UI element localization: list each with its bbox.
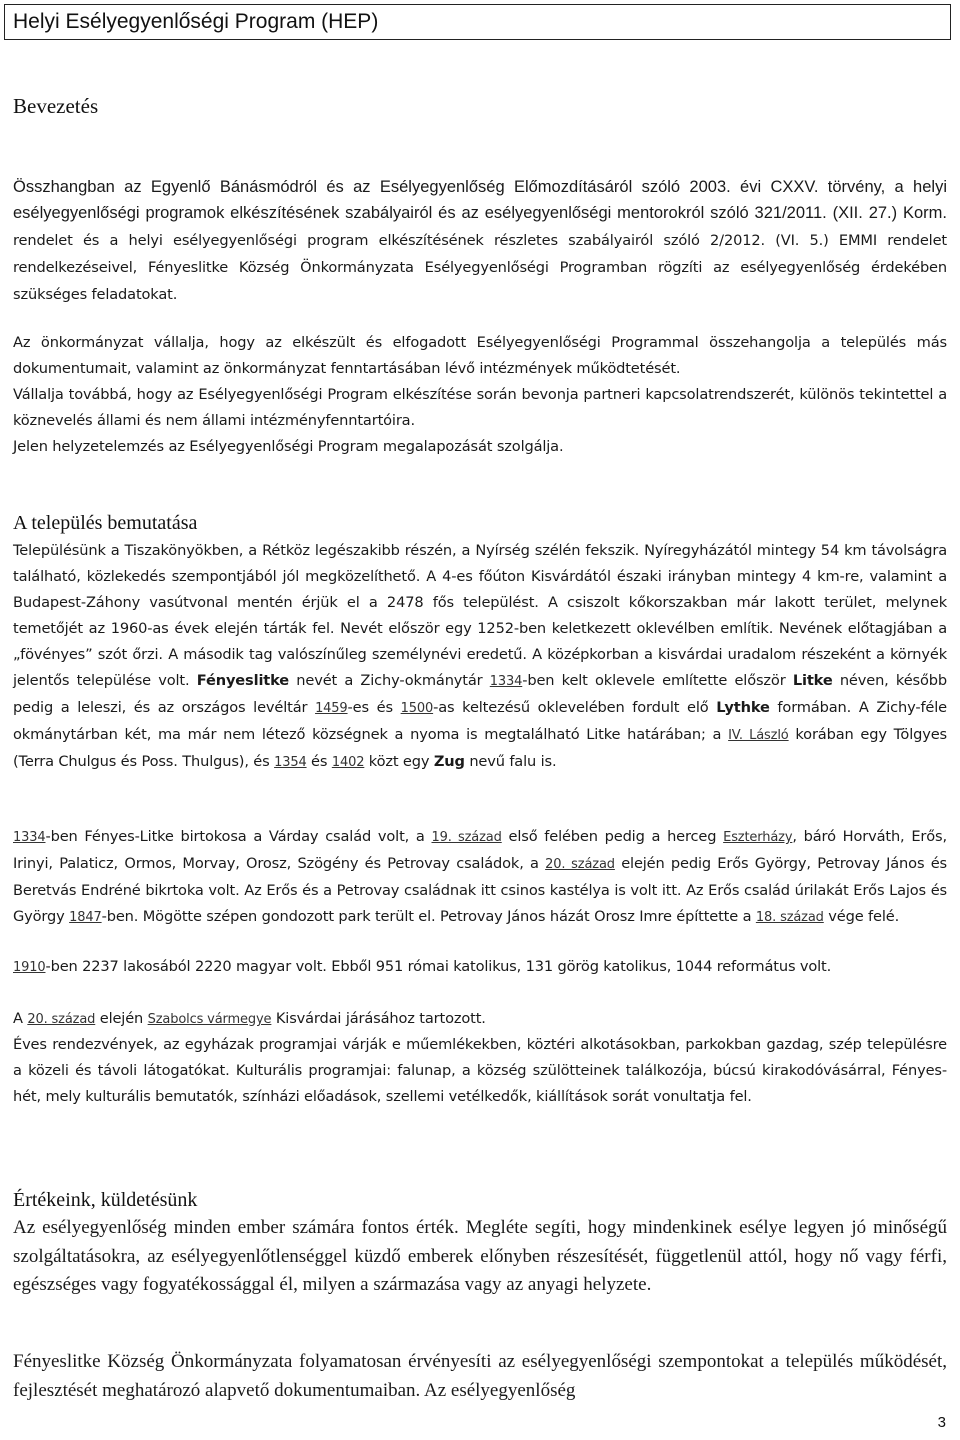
text: közt egy xyxy=(364,753,434,770)
century-link[interactable]: 20. század xyxy=(545,857,615,872)
text: nevét a Zichy-okmánytár xyxy=(289,672,490,689)
text: -ben Fényes-Litke birtokosa a Várday család volt, a xyxy=(45,828,432,845)
text: korában egy Tölgyes (Terra Chulgus és Poss. Thulgus), és xyxy=(13,726,947,770)
town-paragraph-events: Éves rendezvények, az egyházak programjai várják e műemlékekben, köztéri alkotásokban, parkokban gazdag, szép településre a közeli és távoli látogatókat. Kulturális programjai: falunap, a község szülötteinek találkozója, búcsú kirakodóvásárral, Fényes-hét, mely kulturális bemutatók, színházi előadások, szellemi vetélkedők, kiállítások sorát vonultatja fel. xyxy=(13,1036,947,1105)
intro-paragraph-1 xyxy=(13,174,947,308)
year-link[interactable]: 1847 xyxy=(69,910,102,925)
bold-name-lythke: Lythke xyxy=(716,699,770,716)
values-heading: Értékeink, küldetésünk xyxy=(13,1189,198,1211)
values-paragraph-1: Az esélyegyenlőség minden ember számára fontos érték. Megléte segíti, hogy mindenkinek esélye legyen jó minőségű szolgáltatásokra, az esélyegyenlőtlenséggel küzdő emberek előnyben részesítését, függetlenül attól, hogy nő vagy férfi, egészséges vagy fogyatékossággal él, milyen a származása vagy az anyagi helyzete. xyxy=(13,1217,947,1295)
text: formában. A Zichy-féle okmánytárban két, ma már nem létező községnek a nyoma is megtalálható Litke határában; a xyxy=(13,699,947,743)
text: -es és xyxy=(347,699,401,716)
intro-paragraph-1-part-b: rendelet és a helyi esélyegyenlőségi program elkészítésének részletes szabályairól szóló 2/2012. (VI. 5.) EMMI rendelet rendelkezéseivel, Fényeslitke Község Önkormányzata Esélyegyenlőségi Programban rögzíti az esélyegyenlőség érdekében szükséges feladatokat. xyxy=(13,232,947,303)
text: elején xyxy=(95,1010,148,1027)
text: -ben. Mögötte szépen gondozott park terült el. Petrovay János házát Orosz Imre építtette a xyxy=(101,908,756,925)
text: A xyxy=(13,1010,28,1027)
text: és xyxy=(306,753,332,770)
year-link[interactable]: 1500 xyxy=(400,701,434,716)
text: néven, később pedig a leleszi, és az országos levéltár xyxy=(13,672,947,716)
text: elején pedig Erős György, Petrovay János és Beretvás Endréné bikrtoka volt. Az Erős és a Petrovay családnak itt csinos kastélya is volt itt. Az Erős család úrilakát Erős Lajos és György xyxy=(13,855,947,925)
document-title: Helyi Esélyegyenlőségi Program (HEP) xyxy=(4,4,951,40)
text: , báró Horváth, Erős, Irinyi, Palaticz, Ormos, Morvay, Orosz, Szögény és Petrovay családok, a xyxy=(13,828,947,872)
text: Településünk a Tiszakönyökben, a Rétköz legészakibb részén, a Nyírség szélén fekszik. Nyíregyházától mintegy 54 km távolságra található, közlekedés szempontjából jól megközelíthető. A 4-es főúton Kisvárdától északi irányban mintegy 4 km-re, valamint a Budapest-Záhony vasútvonal mentén érjük el a 2478 fős települést. A csiszolt kőkorszakban már lakott terület, melynek temetőjét az 1960-as évek elején tárták fel. Nevét először egy 1252-ben keletkezett oklevélben említik. Nevének előtagjában a „fövényes” szót őrzi. A második tag valószínűleg személynévi eredetű. A középkorban a kisvárdai uradalom részeként a környék jelentős települése volt. xyxy=(13,542,947,689)
intro-paragraph-4: Jelen helyzetelemzés az Esélyegyenlőségi Program megalapozását szolgálja. xyxy=(13,438,564,455)
intro-heading: Bevezetés xyxy=(13,94,99,118)
text: -ben 2237 lakosából 2220 magyar volt. Ebből 951 római katolikus, 131 görög katolikus, 1044 református volt. xyxy=(45,958,832,975)
intro-paragraph-3: Vállalja továbbá, hogy az Esélyegyenlőségi Program elkészítése során bevonja partneri kapcsolatrendszerét, különös tekintettel a köznevelés állami és nem állami intézményfenntartóira. xyxy=(13,386,947,429)
year-link[interactable]: 1459 xyxy=(315,701,348,716)
century-link[interactable]: 19. század xyxy=(431,830,502,845)
century-link[interactable]: 20. század xyxy=(27,1012,96,1027)
year-link[interactable]: 1910 xyxy=(13,960,46,975)
page-number: 3 xyxy=(937,1414,946,1431)
text: nevű falu is. xyxy=(464,753,557,770)
text: vége felé. xyxy=(823,908,900,925)
county-link[interactable]: Szabolcs vármegye xyxy=(147,1012,272,1027)
king-link[interactable]: IV. László xyxy=(728,728,789,743)
century-link[interactable]: 18. század xyxy=(755,910,824,925)
year-link[interactable]: 1402 xyxy=(331,755,365,770)
town-paragraph-population xyxy=(13,954,947,981)
values-paragraph-2: Fényeslitke Község Önkormányzata folyamatosan érvényesíti az esélyegyenlőségi szempontokat a település működését, fejlesztését meghatározó alapvető dokumentumaiban. Az esélyegyenlőség xyxy=(13,1351,947,1401)
text: Kisvárdai járásához tartozott. xyxy=(271,1010,486,1027)
intro-paragraph-2: Az önkormányzat vállalja, hogy az elkészült és elfogadott Esélyegyenlőségi Programmal összehangolja a település más dokumentumait, valamint az önkormányzat fenntartásában lévő intézmények működtetését. xyxy=(13,334,947,377)
year-link[interactable]: 1354 xyxy=(274,755,307,770)
town-paragraph-district xyxy=(13,1006,947,1033)
town-paragraph-owners xyxy=(13,824,947,931)
text: első felében pedig a herceg xyxy=(501,828,724,845)
bold-name-zug: Zug xyxy=(433,753,465,770)
family-link[interactable]: Eszterházy xyxy=(723,830,793,845)
town-heading: A település bemutatása xyxy=(13,512,198,534)
bold-town-name: Fényeslitke xyxy=(196,672,290,689)
text: -ben kelt oklevele említette először xyxy=(522,672,793,689)
text: -as keltezésű oklevelében fordult elő xyxy=(433,699,717,716)
bold-name-litke: Litke xyxy=(792,672,833,689)
town-paragraph-history xyxy=(13,538,947,776)
year-link[interactable]: 1334 xyxy=(489,674,523,689)
year-link[interactable]: 1334 xyxy=(13,830,46,845)
intro-paragraph-1-part-a: Összhangban az Egyenlő Bánásmódról és az Esélyegyenlőség Előmozdításáról szóló 2003. évi CXXV. törvény, a helyi esélyegyenlőségi programok elkészítésének szabályairól és az esélyegyenlőségi mentorokról szóló 321/2011. (XII. 27.) Korm. xyxy=(13,178,947,222)
